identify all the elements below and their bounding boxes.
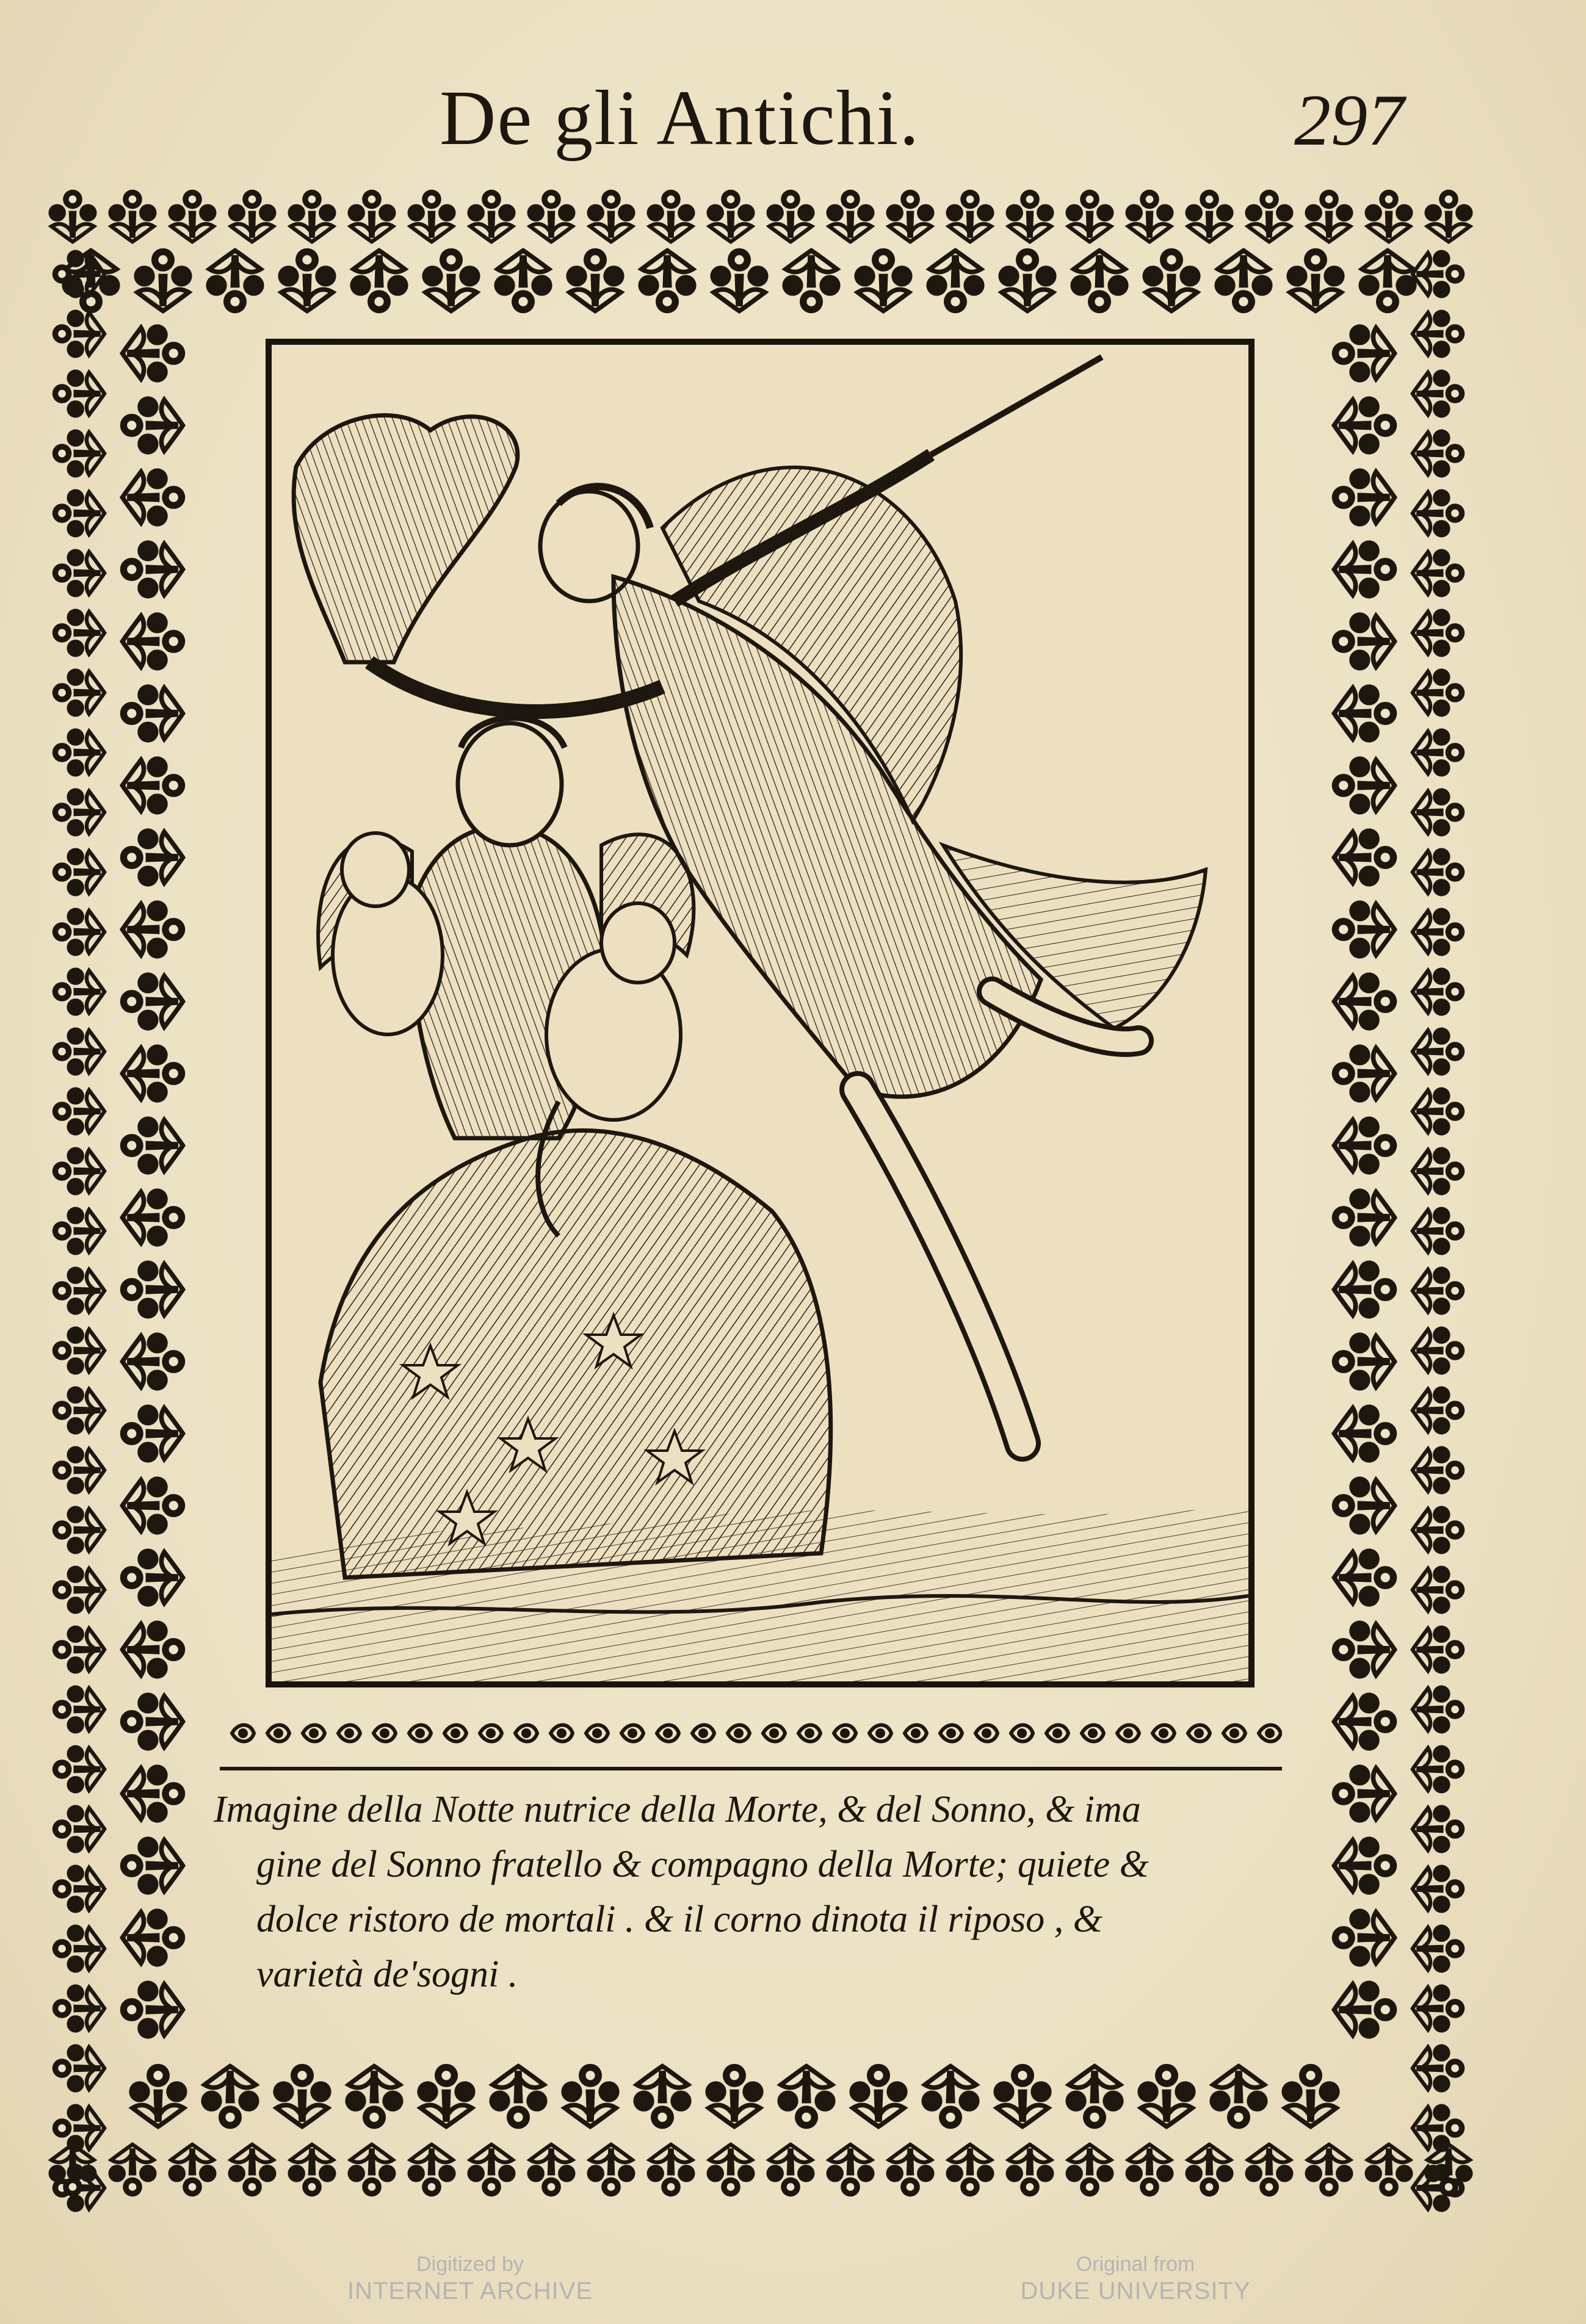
fleuron-ornaments: [1401, 244, 1474, 2221]
ornamental-border-left-inner: [113, 317, 192, 2087]
illustration-caption: [214, 1782, 1294, 2002]
ornamental-border-bottom-outer: [43, 2136, 1483, 2203]
caption-line: Imagine della Notte nutrice della Morte, & del Sonno, & ima: [214, 1789, 1141, 1830]
ornamental-border-right-inner: [1325, 317, 1404, 2087]
fleuron-ornaments: [43, 244, 116, 2221]
source-watermark: [989, 2251, 1282, 2304]
ornamental-border-top-outer: [43, 183, 1483, 250]
caption-line: dolce ristoro de mortali . & il corno dinota il riposo , &: [256, 1899, 1103, 1940]
scroll-ornaments: [220, 1712, 1282, 1755]
woodcut-illustration: [266, 339, 1255, 1687]
ornamental-border-top-inner: [55, 244, 1477, 317]
fleuron-ornaments: [43, 2136, 1483, 2203]
ornamental-border-left-outer: [43, 244, 116, 2221]
caption-line: varietà de'sogni .: [256, 1954, 518, 1995]
digitizer-name: INTERNET ARCHIVE: [347, 2278, 593, 2304]
source-name: DUKE UNIVERSITY: [1020, 2278, 1251, 2304]
digitized-by-label: Digitized by: [416, 2253, 524, 2276]
running-title: De gli Antichi.: [440, 74, 921, 161]
original-from-label: Original from: [1076, 2253, 1195, 2276]
fleuron-ornaments: [43, 183, 1483, 250]
ornamental-border-bottom-inner: [122, 2060, 1404, 2133]
fleuron-ornaments: [55, 244, 1477, 317]
caption-line: gine del Sonno fratello & compagno della Morte; quiete &: [256, 1844, 1149, 1885]
fleuron-ornaments: [1325, 317, 1404, 2087]
fleuron-ornaments: [113, 317, 192, 2087]
digitizer-watermark: [342, 2251, 598, 2304]
caption-divider-rule: [220, 1767, 1282, 1770]
ornamental-border-right-outer: [1401, 244, 1474, 2221]
woodcut-drawing: [272, 345, 1248, 1681]
page-number: 297: [1294, 79, 1404, 161]
caption-ornament-row: [220, 1712, 1282, 1755]
fleuron-ornaments: [122, 2060, 1404, 2133]
